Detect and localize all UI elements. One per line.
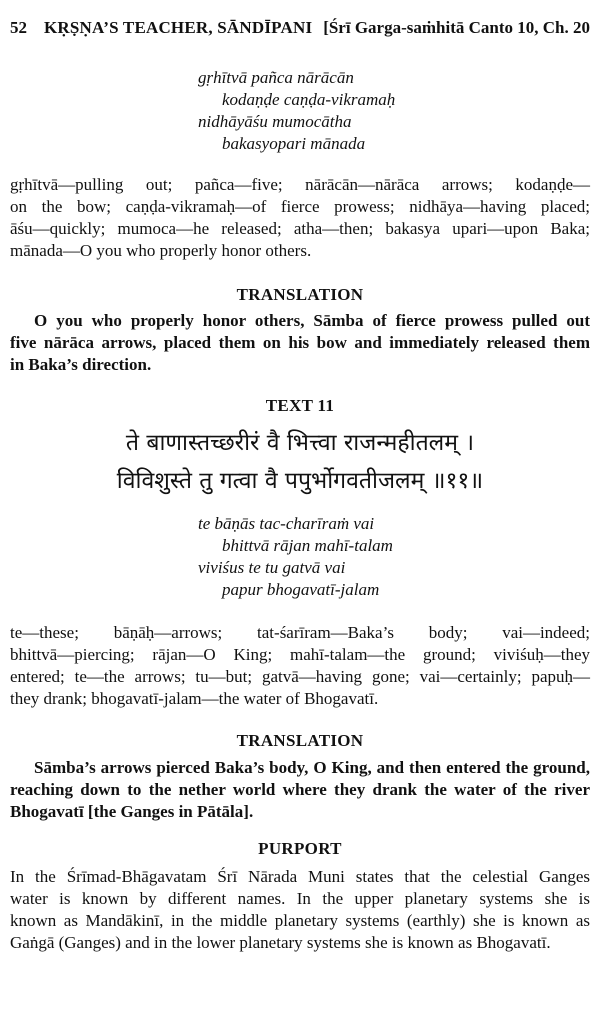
devanagari-line: ते बाणास्तच्छरीरं वै भित्त्वा राजन्महीतलम् । [125, 430, 475, 456]
translation-line: O you who properly honor others, Sāmba of fierce prowess pulled out [34, 311, 590, 330]
translation-11 [10, 757, 590, 823]
running-title: KṚṢṆA’S TEACHER, SĀNDĪPANI [44, 18, 313, 37]
translation-line: in Baka’s direction. [10, 355, 152, 374]
purport-line: Gaṅgā (Ganges) and in the lower planetary systems she is known as Bhogavatī. [10, 933, 551, 952]
translation-10-heading: TRANSLATION [236, 285, 364, 304]
page-number: 52 [10, 18, 27, 37]
synonyms-line: mānada—O you who properly honor others. [10, 241, 312, 260]
verse-line: te bāṇās tac-charīraṁ vai [198, 514, 375, 533]
verse-line: bhittvā rājan mahī-talam [222, 536, 393, 555]
synonyms-line: gṛhītvā—pulling out; pañca—five; nārācān—nārāca arrows; kodaṇḍe— [10, 175, 590, 194]
purport-heading: PURPORT [258, 839, 342, 858]
verse-line: nidhāyāśu mumocātha [198, 112, 352, 131]
translation-line: Bhogavatī [the Ganges in Pātāla]. [10, 802, 254, 821]
purport-text [10, 866, 590, 954]
verse-line: papur bhogavatī-jalam [222, 580, 380, 599]
synonyms-11 [10, 622, 590, 710]
running-header [10, 18, 590, 38]
synonyms-line: they drank; bhogavatī-jalam—the water of Bhogavatī. [10, 689, 379, 708]
running-source: [Śrī Garga-saṁhitā Canto 10, Ch. 20 [323, 18, 590, 37]
synonyms-line: entered; te—the arrows; tu—but; gatvā—having gone; vai—certainly; papuḥ— [10, 667, 590, 686]
synonyms-line: āśu—quickly; mumoca—he released; atha—then; bakasya upari—upon Baka; [10, 219, 590, 238]
verse-line: kodaṇḍe caṇḍa-vikramaḥ [222, 90, 396, 109]
devanagari-line: विविशुस्ते तु गत्वा वै पपुर्भोगवतीजलम् ॥११॥ [116, 468, 484, 494]
purport-line: known as Mandākinī, in the middle planetary systems (earthly) she is known as [10, 911, 590, 930]
purport-line: In the Śrīmad-Bhāgavatam Śrī Nārada Muni states that the celestial Ganges [10, 867, 590, 886]
text-11-devanagari [0, 424, 600, 500]
text-11-heading: TEXT 11 [265, 396, 335, 415]
purport-line: water is known by different names. In the upper planetary systems she is [10, 889, 590, 908]
translation-line: Sāmba’s arrows pierced Baka’s body, O King, and then entered the ground, [34, 758, 590, 777]
verse-line: gṛhītvā pañca nārācān [198, 68, 354, 87]
translation-10 [10, 310, 590, 376]
translation-line: reaching down to the nether world where they drank the water of the river [10, 780, 590, 799]
synonyms-line: te—these; bāṇāḥ—arrows; tat-śarīram—Baka’s body; vai—indeed; [10, 623, 590, 642]
verse-line: viviśus te tu gatvā vai [198, 558, 346, 577]
synonyms-line: bhittvā—piercing; rājan—O King; mahī-talam—the ground; viviśuḥ—they [10, 645, 590, 664]
synonyms-line: on the bow; caṇḍa-vikramaḥ—of fierce prowess; nidhāya—having placed; [10, 197, 590, 216]
translation-line: five nārāca arrows, placed them on his bow and immediately released them [10, 333, 590, 352]
verse-line: bakasyopari mānada [222, 134, 366, 153]
synonyms-10 [10, 174, 590, 262]
translation-11-heading: TRANSLATION [236, 731, 364, 750]
